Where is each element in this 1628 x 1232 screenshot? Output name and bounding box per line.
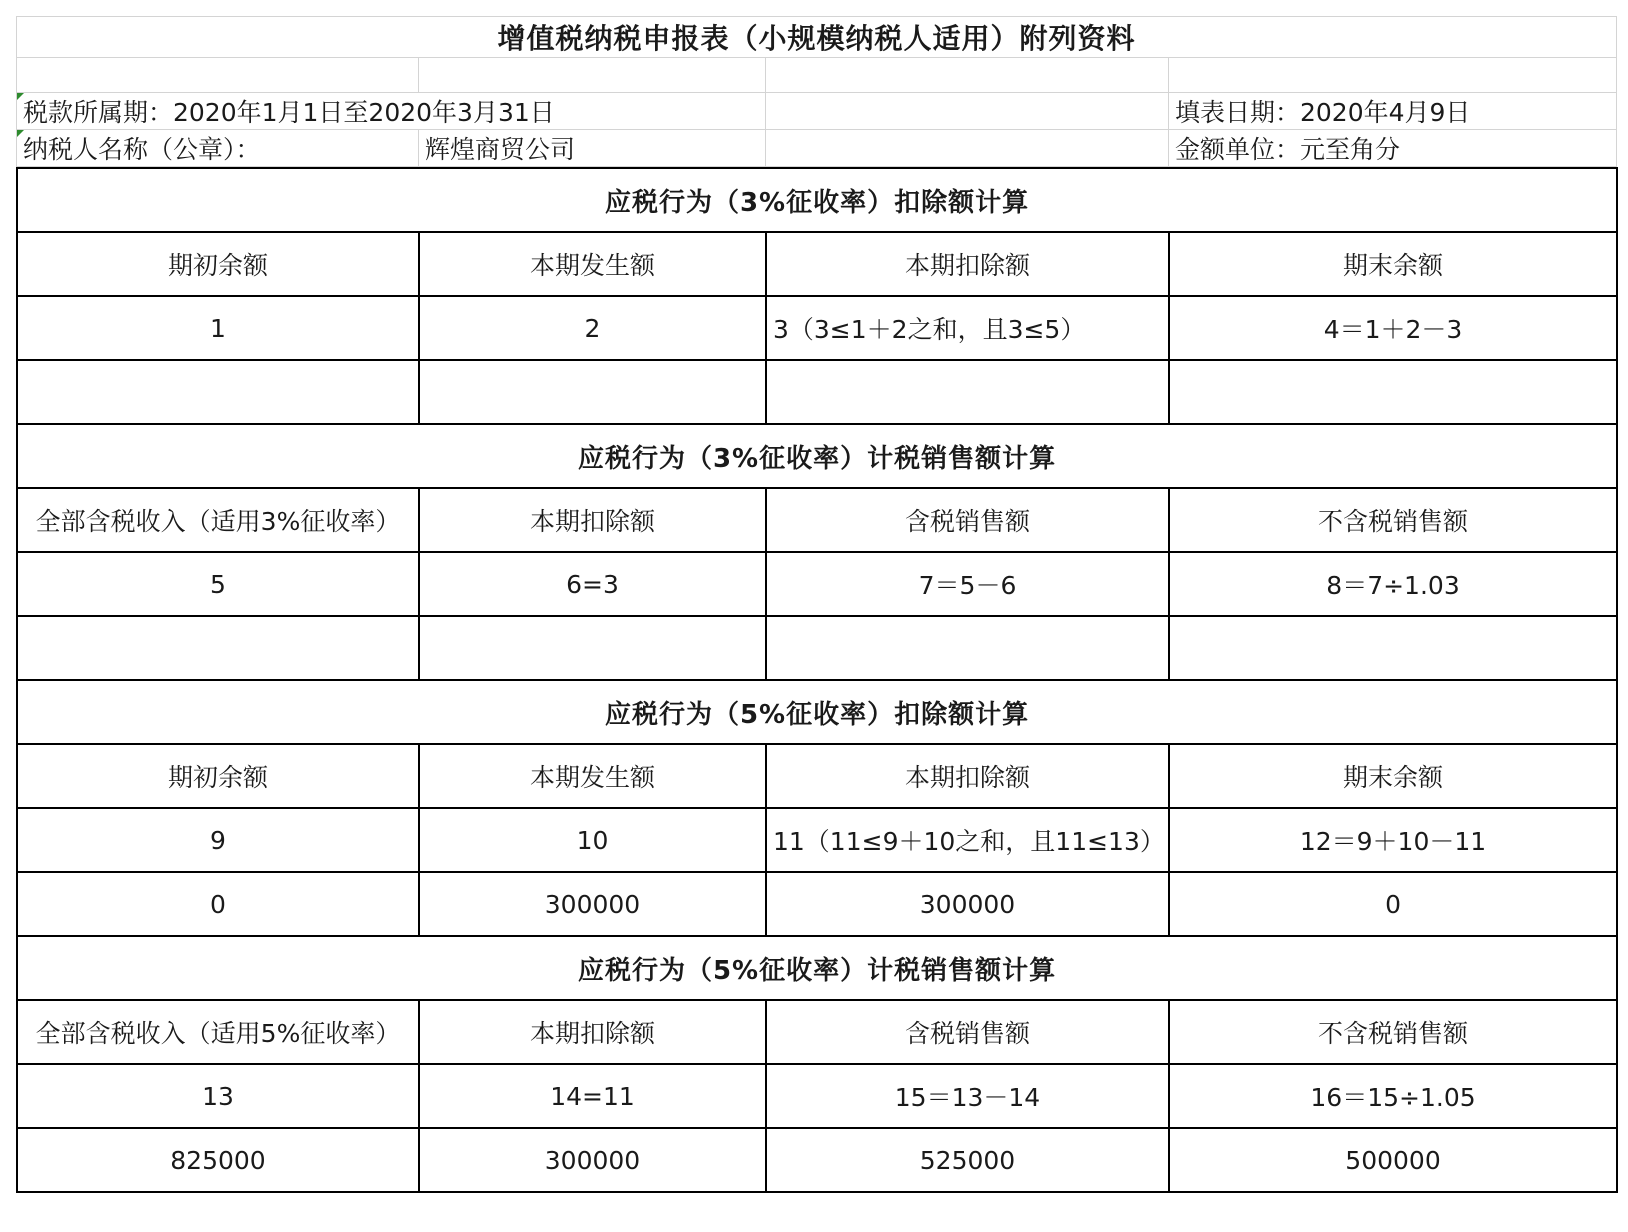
line-code-cell[interactable]: 8＝7÷1.03 [1169,552,1617,616]
section-title[interactable]: 应税行为（3%征收率）扣除额计算 [17,168,1617,232]
column-header[interactable]: 本期扣除额 [419,488,766,552]
column-header[interactable]: 本期扣除额 [766,744,1169,808]
empty-cell[interactable] [766,58,1169,93]
value-cell[interactable]: 525000 [766,1128,1169,1192]
taxpayer-label-cell[interactable] [17,130,419,167]
line-code-cell[interactable]: 2 [419,296,766,360]
value-cell[interactable]: 300000 [419,1128,766,1192]
taxpayer-name-cell[interactable] [419,130,766,167]
value-cell[interactable] [1169,616,1617,680]
line-code-cell[interactable]: 10 [419,808,766,872]
line-code-cell[interactable]: 15＝13－14 [766,1064,1169,1128]
tax-period-cell[interactable] [17,93,766,130]
value-cell[interactable]: 300000 [766,872,1169,936]
line-code-cell[interactable]: 16＝15÷1.05 [1169,1064,1617,1128]
column-header[interactable]: 期初余额 [17,232,419,296]
column-header[interactable]: 本期发生额 [419,232,766,296]
comment-marker-icon [17,130,24,137]
amount-unit: 金额单位：元至角分 [1175,135,1401,164]
value-cell[interactable]: 0 [17,872,419,936]
value-cell[interactable]: 0 [1169,872,1617,936]
comment-marker-icon [17,93,24,100]
value-cell[interactable] [766,616,1169,680]
taxpayer-name: 辉煌商贸公司 [425,135,576,164]
column-header[interactable]: 期末余额 [1169,744,1617,808]
empty-cell[interactable] [766,93,1169,130]
column-header[interactable]: 本期扣除额 [766,232,1169,296]
value-cell[interactable] [419,616,766,680]
line-code-cell[interactable]: 1 [17,296,419,360]
column-header[interactable]: 含税销售额 [766,1000,1169,1064]
section-title[interactable]: 应税行为（5%征收率）计税销售额计算 [17,936,1617,1000]
column-header[interactable]: 不含税销售额 [1169,488,1617,552]
amount-unit-cell[interactable] [1169,130,1617,167]
line-code-cell[interactable]: 5 [17,552,419,616]
column-header[interactable]: 本期发生额 [419,744,766,808]
line-code-cell[interactable]: 4＝1＋2－3 [1169,296,1617,360]
empty-cell[interactable] [766,130,1169,167]
column-header[interactable]: 全部含税收入（适用3%征收率） [17,488,419,552]
value-cell[interactable]: 825000 [17,1128,419,1192]
taxpayer-label: 纳税人名称（公章）： [23,135,261,164]
line-code-cell[interactable]: 11（11≤9＋10之和，且11≤13） [766,808,1169,872]
line-code-cell[interactable]: 14=11 [419,1064,766,1128]
section-title[interactable]: 应税行为（3%征收率）计税销售额计算 [17,424,1617,488]
line-code-cell[interactable]: 7＝5－6 [766,552,1169,616]
value-cell[interactable] [17,616,419,680]
value-cell[interactable]: 500000 [1169,1128,1617,1192]
tax-period: 税款所属期：2020年1月1日至2020年3月31日 [23,98,555,127]
line-code-cell[interactable]: 12＝9＋10－11 [1169,808,1617,872]
column-header[interactable]: 全部含税收入（适用5%征收率） [17,1000,419,1064]
line-code-cell[interactable]: 6=3 [419,552,766,616]
header-grid [16,16,1617,167]
column-header[interactable]: 含税销售额 [766,488,1169,552]
empty-cell[interactable] [1169,58,1617,93]
value-cell[interactable] [419,360,766,424]
spreadsheet [16,16,1616,1193]
value-cell[interactable]: 300000 [419,872,766,936]
column-header[interactable]: 期末余额 [1169,232,1617,296]
empty-cell[interactable] [17,58,419,93]
fill-date-cell[interactable] [1169,93,1617,130]
column-header[interactable]: 不含税销售额 [1169,1000,1617,1064]
column-header[interactable]: 本期扣除额 [419,1000,766,1064]
line-code-cell[interactable]: 3（3≤1＋2之和，且3≤5） [766,296,1169,360]
schedule-table [16,167,1618,1193]
line-code-cell[interactable]: 13 [17,1064,419,1128]
section-title[interactable]: 应税行为（5%征收率）扣除额计算 [17,680,1617,744]
fill-date: 填表日期：2020年4月9日 [1175,98,1471,127]
empty-cell[interactable] [419,58,766,93]
page-title[interactable]: 增值税纳税申报表（小规模纳税人适用）附列资料 [17,17,1617,58]
value-cell[interactable] [766,360,1169,424]
value-cell[interactable] [1169,360,1617,424]
value-cell[interactable] [17,360,419,424]
line-code-cell[interactable]: 9 [17,808,419,872]
column-header[interactable]: 期初余额 [17,744,419,808]
